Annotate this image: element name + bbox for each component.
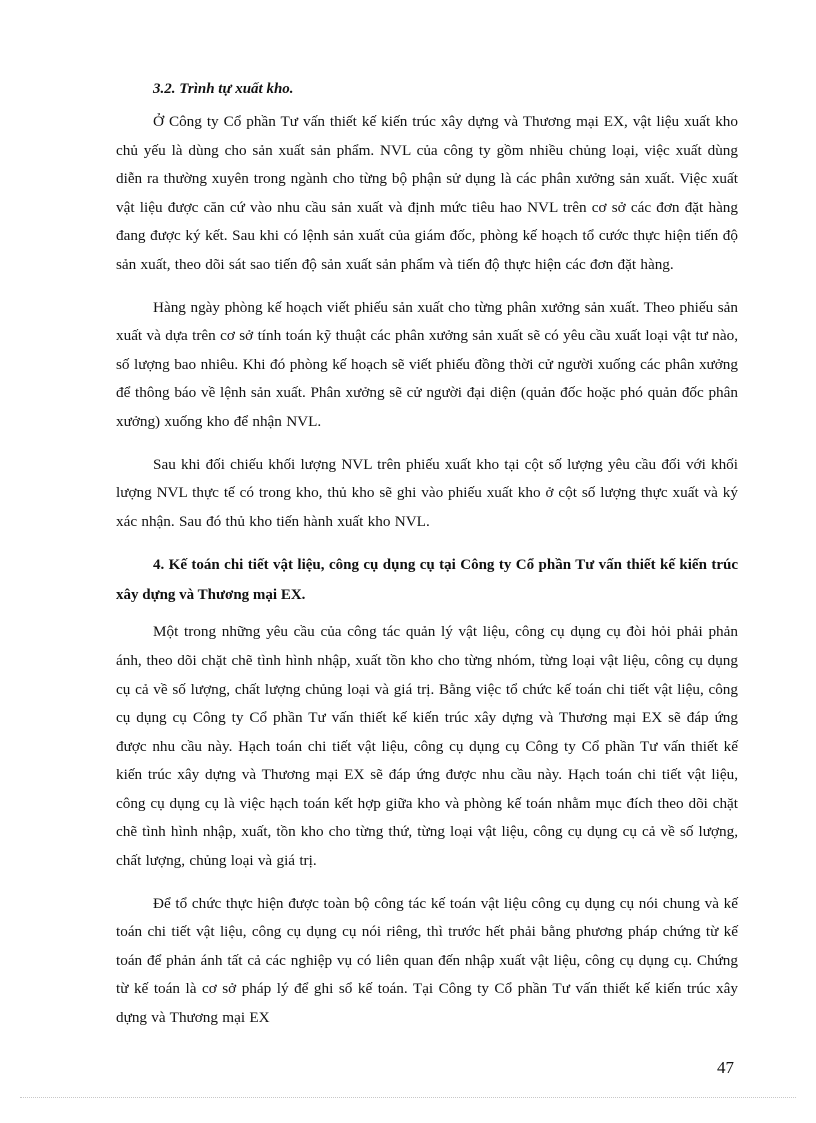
paragraph-to-chuc-ke-toan: Để tổ chức thực hiện được toàn bộ công tác kế toán vật liệu công cụ dụng cụ nói chung và kế toán chi tiết vật liệu, công cụ dụng cụ nói riêng, thì trước hết phải bằng phương pháp chứng từ kế toán để phản ánh tất cả các nghiệp vụ có liên quan đến nhập xuất vật liệu, công cụ dụng cụ. Chứng từ kế toán là cơ sở pháp lý để ghi sổ kế toán. Tại Công ty Cổ phần Tư vấn thiết kế kiến trúc xây dựng và Thương mại EX	[116, 894, 738, 1027]
paragraph-phieu-san-xuat: Hàng ngày phòng kế hoạch viết phiếu sản xuất cho từng phân xưởng sản xuất. Theo phiếu sản xuất và dựa trên cơ sở tính toán kỹ thuật các phân xưởng sản xuất sẽ có yêu cầu xuất loại vật tư nào, số lượng bao nhiêu. Khi đó phòng kế hoạch sẽ viết phiếu đồng thời cử người xuống các phân xưởng để thông báo về lệnh sản xuất. Phân xưởng sẽ cử người đại diện (quản đốc hoặc phó quản đốc phân xưởng) xuống kho để nhận NVL.	[116, 298, 738, 430]
chapter-heading: 4. Kế toán chi tiết vật liệu, công cụ dụng cụ tại Công ty Cổ phần Tư vấn thiết kế kiến trúc xây dựng và Thương mại EX.	[116, 557, 738, 604]
paragraph-doi-chieu: Sau khi đối chiếu khối lượng NVL trên phiếu xuất kho tại cột số lượng yêu cầu đối với khối lượng NVL thực tế có trong kho, thủ kho sẽ ghi vào phiếu xuất kho ở cột số lượng thực xuất và ký xác nhận. Sau đó thủ kho tiến hành xuất kho NVL.	[116, 455, 738, 530]
paragraph-yeu-cau-quan-ly: Một trong những yêu cầu của công tác quản lý vật liệu, công cụ dụng cụ đòi hỏi phải phản ánh, theo dõi chặt chẽ tình hình nhập, xuất tồn kho cho từng nhóm, từng loại vật liệu, công cụ dụng cụ cả về số lượng, chất lượng chủng loại và giá trị. Bằng việc tổ chức kế toán chi tiết vật liệu, công cụ dụng cụ Công ty Cổ phần Tư vấn thiết kế kiến trúc xây dựng và Thương mại EX sẽ đáp ứng được nhu cầu này. Hạch toán chi tiết vật liệu, công cụ dụng cụ Công ty Cổ phần Tư vấn thiết kế kiến trúc xây dựng và Thương mại EX sẽ đáp ứng được nhu cầu này. Hạch toán chi tiết vật liệu, công cụ dụng cụ là việc hạch toán kết hợp giữa kho và phòng kế toán nhằm mục đích theo dõi chặt chẽ tình hình nhập, xuất, tồn kho cho từng thứ, từng loại vật liệu, công cụ dụng cụ cả về số lượng, chất lượng, chủng loại và giá trị.	[116, 623, 738, 870]
section-heading: 3.2. Trình tự xuất kho.	[153, 81, 294, 97]
document-page	[116, 72, 738, 1047]
paragraph-xuat-kho-intro: Ở Công ty Cổ phần Tư vấn thiết kế kiến trúc xây dựng và Thương mại EX, vật liệu xuất kho chủ yếu là dùng cho sản xuất sản phẩm. NVL của công ty gồm nhiều chủng loại, việc xuất dùng diễn ra thường xuyên trong ngành cho từng bộ phận sử dụng là các phân xưởng sản xuất. Việc xuất vật liệu được căn cứ vào nhu cầu sản xuất và định mức tiêu hao NVL trên cơ sở các đơn đặt hàng đang được ký kết. Sau khi có lệnh sản xuất của giám đốc, phòng kế hoạch tổ cước thực hiện tiến độ sản xuất, theo dõi sát sao tiến độ sản xuất sản phẩm và tiến độ thực hiện các đơn đặt hàng.	[116, 113, 738, 273]
page-bottom-divider	[20, 1097, 796, 1098]
page-number: 47	[717, 1058, 734, 1077]
